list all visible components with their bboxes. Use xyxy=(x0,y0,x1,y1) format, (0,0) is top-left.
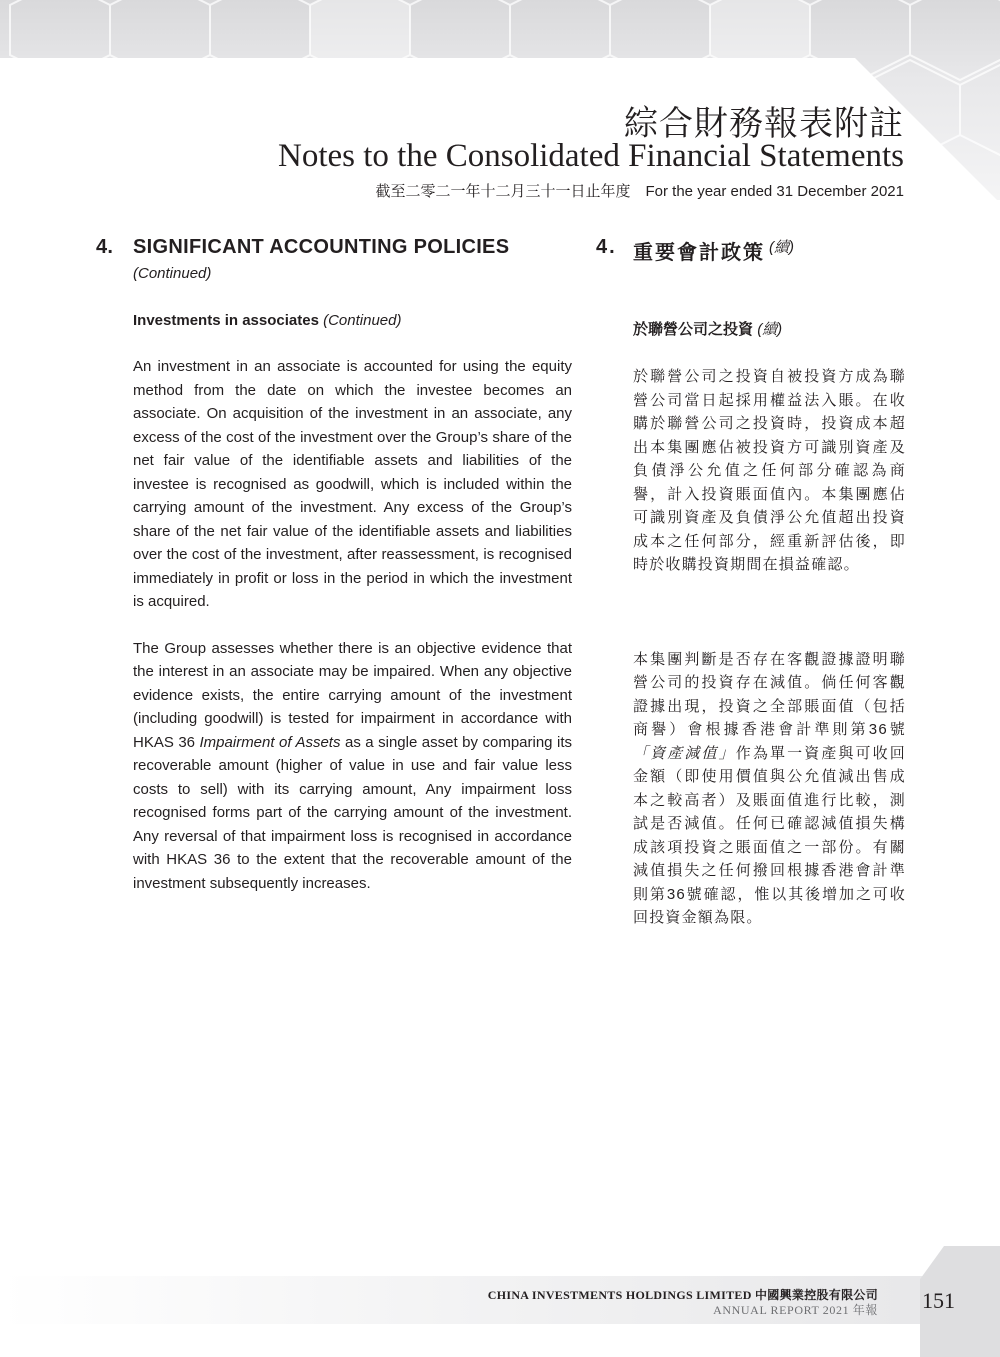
subsection-heading-chinese xyxy=(633,318,906,339)
chinese-column xyxy=(596,236,906,945)
paragraph-equity-method: An investment in an associate is accounted for using the equity method from the date on which the investee becomes an associate. On acquisition of the investment in an associate, any excess of the cost of the investment over the Group’s share of the net fair value of the identifiable assets and liabilities of the investee is recognised as goodwill, which is included within the carrying amount of the investment. Any excess of the Group’s share of the net fair value of the identifiable assets and liabilities over the cost of the investment, after reassessment, is recognised immediately in profit or loss in the period in which the investment is acquired. xyxy=(133,358,572,610)
subsection-heading xyxy=(133,312,572,329)
paragraph-impairment xyxy=(133,637,572,896)
paragraph-impairment-chinese xyxy=(633,648,906,930)
section-number-chinese: 4. xyxy=(596,236,617,258)
page-title-english: Notes to the Consolidated Financial Statements xyxy=(278,138,904,174)
paragraph-impairment-part2: as a single asset by comparing its recoverable amount (higher of value in use and fair value less costs to sell) with its carrying amount, Any impairment loss recognised forms part of the carrying amount of the investment. Any reversal of that impairment loss is recognised in accordance with HKAS 36 to the extent that the recoverable amount of the investment subsequently increases. xyxy=(133,733,572,892)
footer-company-name: CHINA INVESTMENTS HOLDINGS LIMITED 中國興業控股有限公司 xyxy=(487,1288,878,1302)
paragraph-impairment-standard-name: Impairment of Assets xyxy=(199,733,341,751)
page-title-chinese: 綜合財務報表附註 xyxy=(624,104,904,144)
subsection-continued-label: (Continued) xyxy=(323,312,402,329)
section-number: 4. xyxy=(96,236,114,258)
paragraph-impairment-chinese-part2: 作為單一資產與可收回金額（即使用價值與公允值減出售成本之較高者）及賬面值進行比較，測試是否減值。任何已確認減值損失構成該項投資之賬面值之一部份。有關減值損失之任何撥回根據香港會計準則第36號確認，惟以其後增加之可收回投資金額為限。 xyxy=(633,744,906,926)
paragraph-impairment-chinese-standard-name: 「資產減值」 xyxy=(633,744,736,762)
subsection-continued-label-chinese: (續) xyxy=(757,321,783,338)
section-title-chinese: 重要會計政策 xyxy=(633,242,765,264)
subsection-title-chinese: 於聯營公司之投資 xyxy=(633,321,754,338)
footer-report-name: ANNUAL REPORT 2021 年報 xyxy=(713,1303,878,1317)
subsection-title: Investments in associates xyxy=(133,312,319,329)
section-title: SIGNIFICANT ACCOUNTING POLICIES xyxy=(133,236,510,258)
section-heading-chinese xyxy=(596,236,906,265)
english-column xyxy=(96,236,572,910)
paragraph-equity-method-chinese: 於聯營公司之投資自被投資方成為聯營公司當日起採用權益法入賬。在收購於聯營公司之投資時，投資成本超出本集團應佔被投資方可識別資產及負債淨公允值之任何部分確認為商譽，計入投資賬面值內。本集團應佔可識別資產及負債淨公允值超出投資成本之任何部分，經重新評估後，即時於收購投資期間在損益確認。 xyxy=(633,368,906,573)
paragraph-impairment-chinese-part1: 本集團判斷是否存在客觀證據證明聯營公司的投資存在減值。倘任何客觀證據出現，投資之全部賬面值（包括商譽）會根據香港會計準則第36號 xyxy=(633,650,906,738)
paragraph-impairment-part1: The Group assesses whether there is an objective evidence that the interest in an associate may be impaired. When any objective evidence exists, the entire carrying amount of the investment (including goodwill) is tested for impairment in accordance with HKAS 36 xyxy=(133,639,572,751)
page-number: 151 xyxy=(922,1288,955,1313)
section-continued-label: (Continued) xyxy=(133,265,212,282)
section-continued-label-chinese: (續) xyxy=(769,239,794,256)
section-heading xyxy=(96,236,572,259)
page-subtitle: 截至二零二一年十二月三十一日止年度 For the year ended 31 December 2021 xyxy=(375,183,904,200)
